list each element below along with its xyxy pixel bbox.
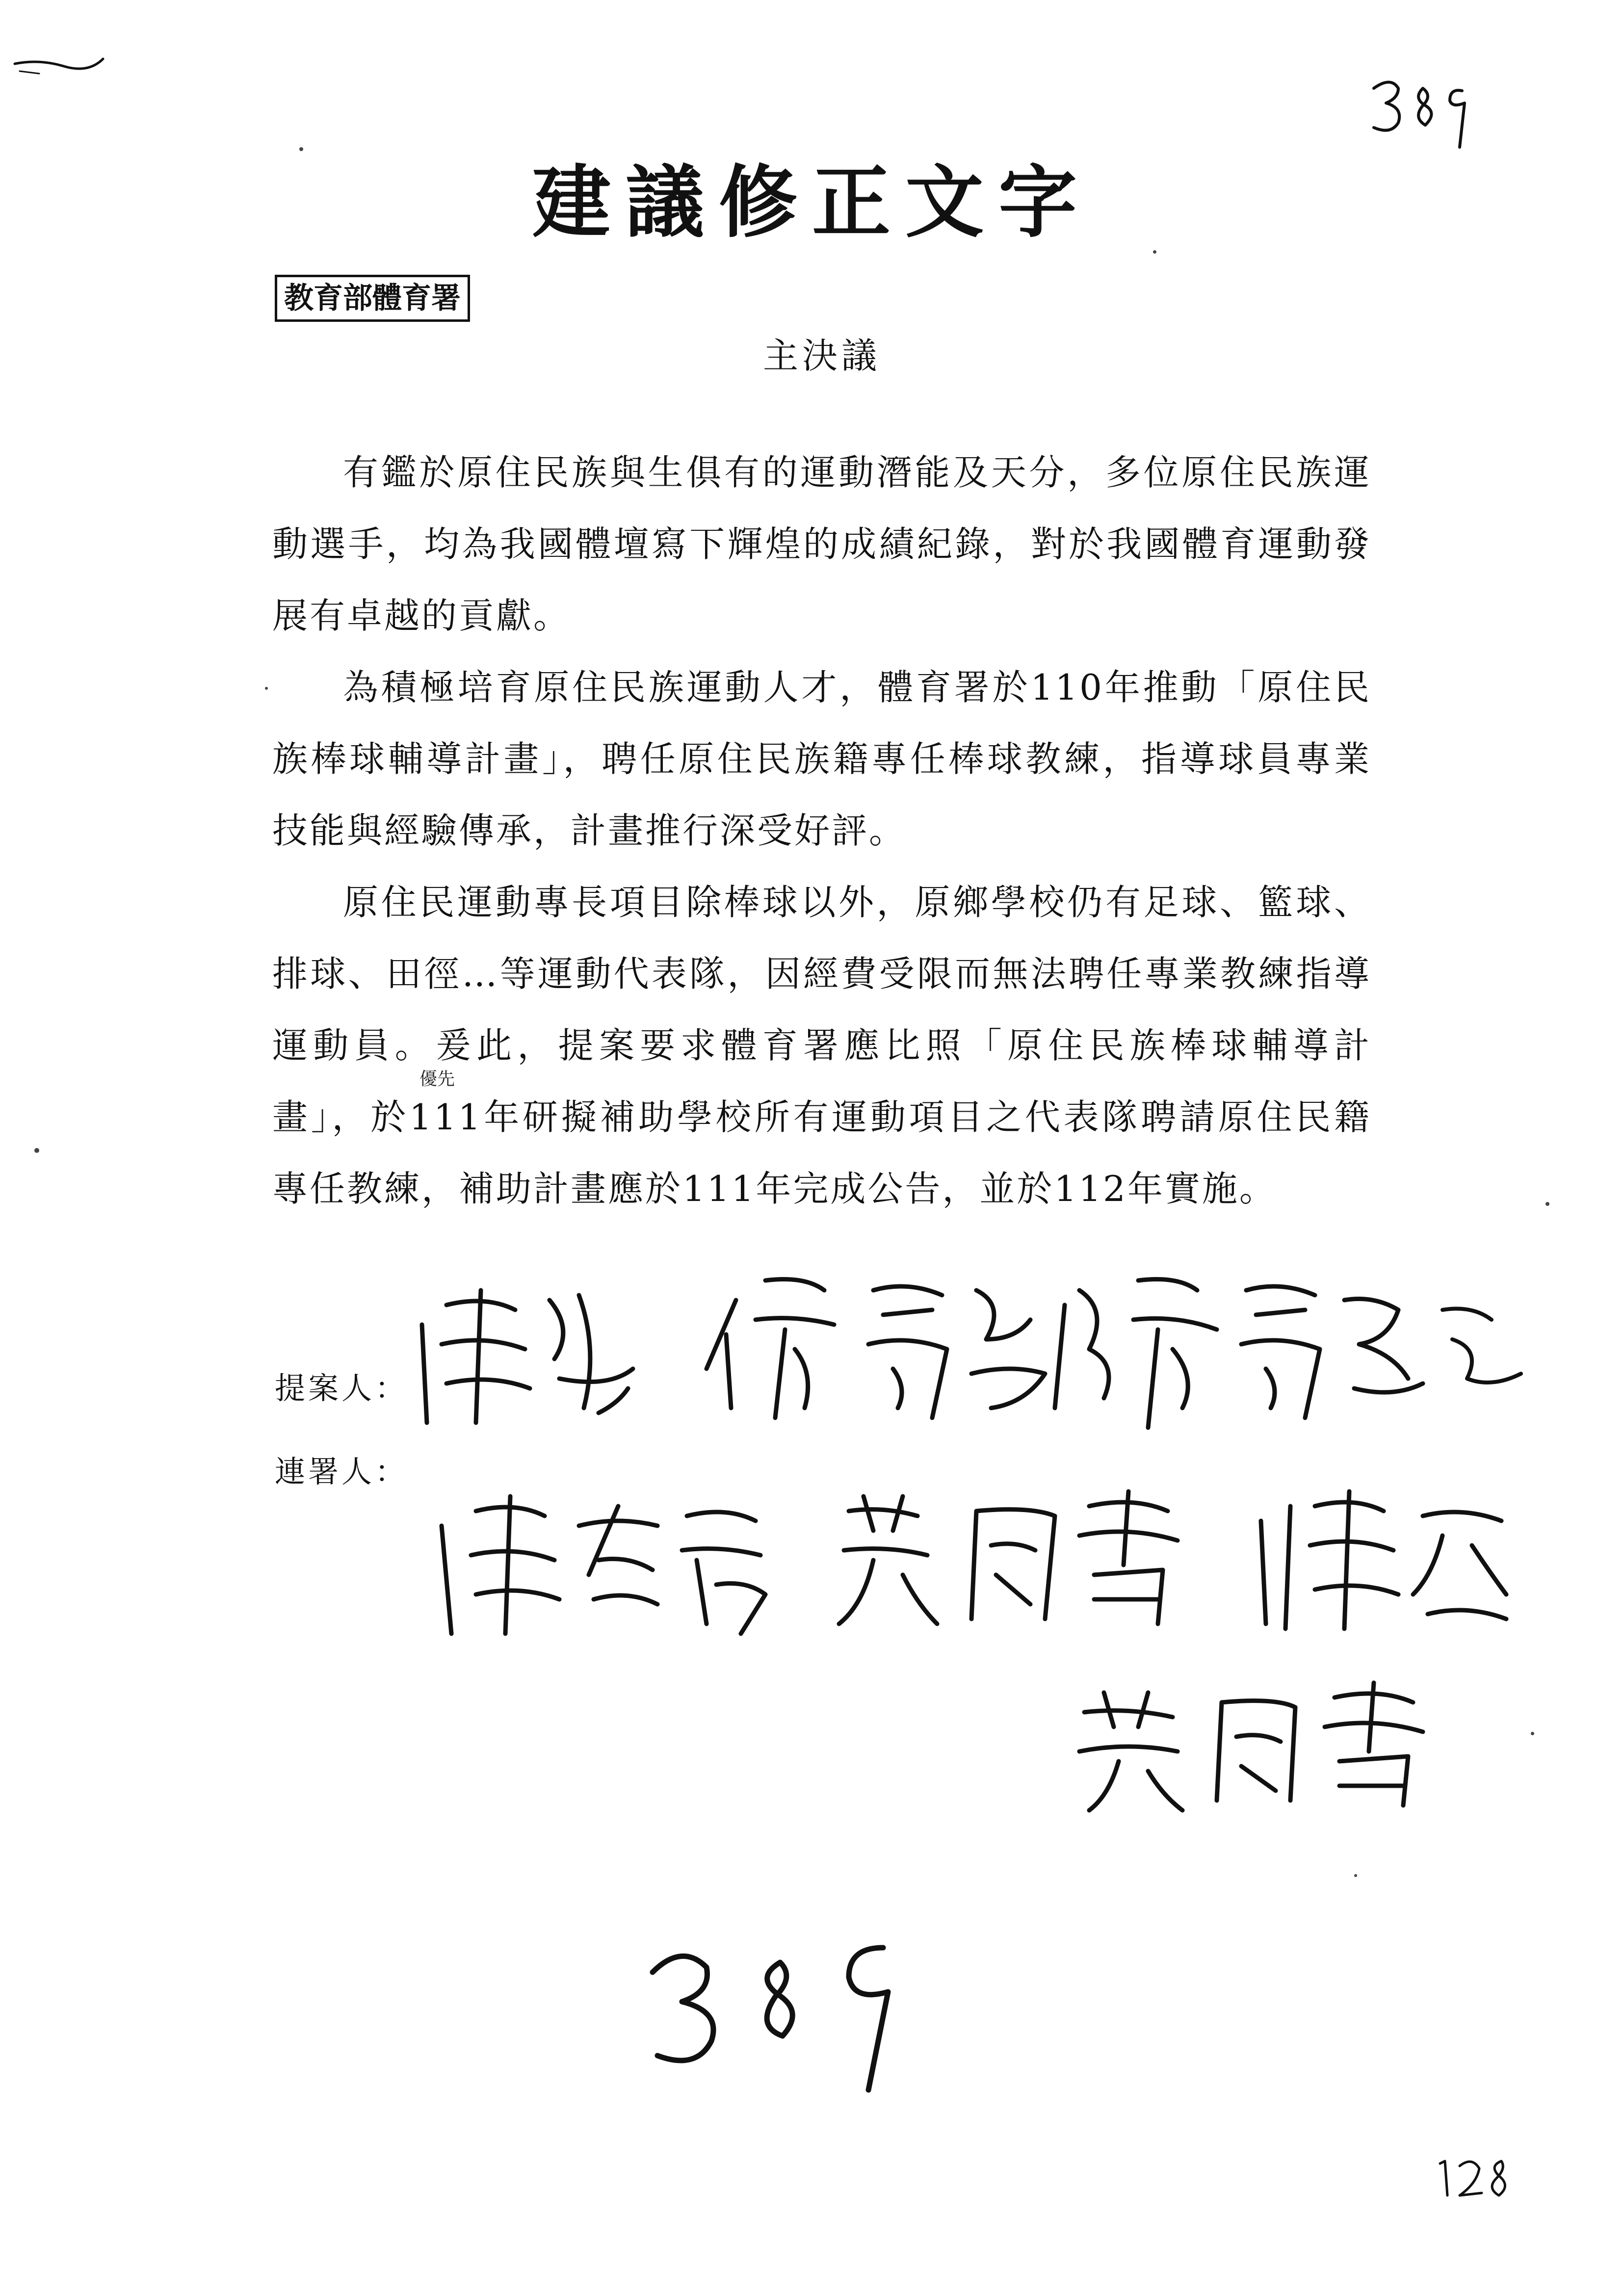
body-paragraph-2: 為積極培育原住民族運動人才，體育署於110年推動「原住民族棒球輔導計畫」，聘任原住民族籍專任棒球教練，指導球員專業技能與經驗傳承，計畫推行深受好評。 [272,667,1371,851]
cosigner-signatures-row-2 [1074,1668,1462,1815]
scan-speck [1153,250,1156,254]
cosigner-label: 連署人： [275,1454,409,1489]
handwritten-number-top [1364,69,1477,152]
resolution-subtitle: 主決議 [762,335,881,376]
scan-speck [1545,1202,1549,1206]
body-paragraph-3: 原住民運動專長項目除棒球以外，原鄉學校仍有足球、籃球、排球、田徑…等運動代表隊，因經費受限而無法聘任專業教練指導運動員。爰此，提案要求體育署應比照「原住民族棒球輔導計畫」，於111年研擬補助學校所有運動項目之代表隊聘請原住民籍專任教練，補助計畫應於111年完成公告，並於112年實施。 [272,882,1371,1209]
scan-speck [1531,1732,1534,1735]
agency-label-box: 教育部體育署 [275,275,470,322]
handwritten-insert-note: 優先 [419,1069,455,1089]
handwritten-number-large [638,1928,913,2095]
scan-artifact-mark [10,44,108,78]
body-paragraph-1: 有鑑於原住民族與生俱有的運動潛能及天分，多位原住民族運動選手，均為我國體壇寫下輝煌的成績紀錄，對於我國體育運動發展有卓越的貢獻。 [272,452,1371,636]
page-number [1433,2149,1516,2203]
proposer-label: 提案人： [275,1370,409,1406]
scan-speck [34,1148,39,1153]
scan-speck [299,147,303,151]
proposer-signatures [412,1261,1624,1442]
document-title: 建議修正文字 [532,156,1092,249]
cosigner-signatures-row-1 [432,1477,1536,1644]
scan-speck [265,687,268,690]
resolution-body [272,437,1371,1225]
scan-speck [1354,1874,1357,1877]
